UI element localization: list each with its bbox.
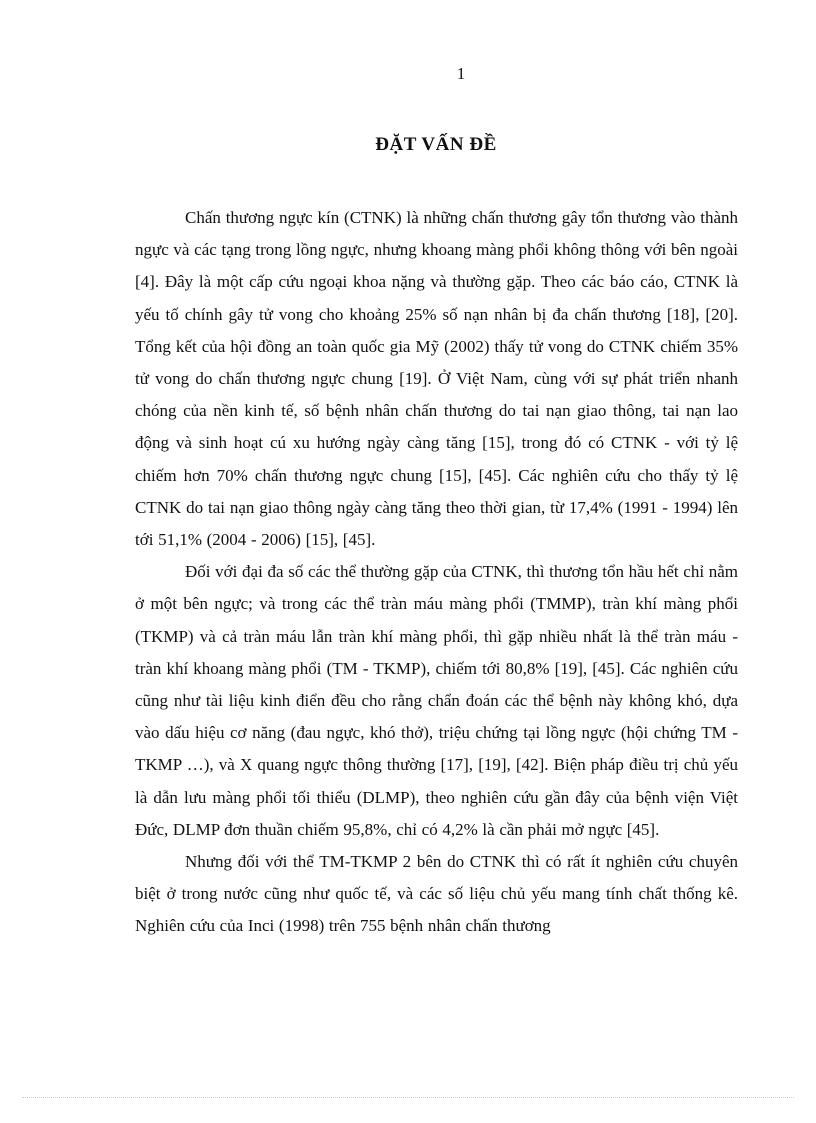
paragraph-1: Chấn thương ngực kín (CTNK) là những chấn thương gây tổn thương vào thành ngực và các tạng trong lồng ngực, nhưng khoang màng phổi không thông với bên ngoài [4]. Đây là một cấp cứu ngoại khoa nặng và thường gặp. Theo các báo cáo, CTNK là yếu tố chính gây tử vong cho khoảng 25% số nạn nhân bị đa chấn thương [18], [20]. Tổng kết của hội đồng an toàn quốc gia Mỹ (2002) thấy tử vong do CTNK chiếm 35% tử vong do chấn thương ngực chung [19]. Ở Việt Nam, cùng với sự phát triển nhanh chóng của nền kinh tế, số bệnh nhân chấn thương do tai nạn giao thông, tai nạn lao động và sinh hoạt cú xu hướng ngày càng tăng [15], trong đó có CTNK - với tỷ lệ chiếm hơn 70% chấn thương ngực chung [15], [45]. Các nghiên cứu cho thấy tỷ lệ CTNK do tai nạn giao thông ngày càng tăng theo thời gian, từ 17,4% (1991 - 1994) lên tới 51,1% (2004 - 2006) [15], [45]. (135, 208, 738, 550)
document-title: ĐẶT VẤN ĐỀ (375, 134, 497, 155)
paragraph-2: Đối với đại đa số các thể thường gặp của CTNK, thì thương tổn hầu hết chỉ nằm ở một bên ngực; và trong các thể tràn máu màng phổi (TMMP), tràn khí màng phổi (TKMP) và cả tràn máu lẫn tràn khí màng phổi, thì gặp nhiều nhất là thể tràn máu - tràn khí khoang màng phổi (TM - TKMP), chiếm tới 80,8% [19], [45]. Các nghiên cứu cũng như tài liệu kinh điển đều cho rằng chẩn đoán các thể bệnh này không khó, dựa vào dấu hiệu cơ năng (đau ngực, khó thở), triệu chứng tại lồng ngực (hội chứng TM - TKMP …), và X quang ngực thông thường [17], [19], [42]. Biện pháp điều trị chủ yếu là dẫn lưu màng phổi tối thiểu (DLMP), theo nghiên cứu gần đây của bệnh viện Việt Đức, DLMP đơn thuần chiếm 95,8%, chỉ có 4,2% là cần phải mở ngực [45]. (135, 562, 738, 839)
page-number: 1 (456, 64, 466, 83)
body-text (135, 202, 738, 943)
paragraph-3: Nhưng đối với thể TM-TKMP 2 bên do CTNK thì có rất ít nghiên cứu chuyên biệt ở trong nước cũng như quốc tế, và các số liệu chủ yếu mang tính chất thống kê. Nghiên cứu của Inci (1998) trên 755 bệnh nhân chấn thương (135, 852, 738, 936)
page-bottom-divider (22, 1097, 794, 1098)
